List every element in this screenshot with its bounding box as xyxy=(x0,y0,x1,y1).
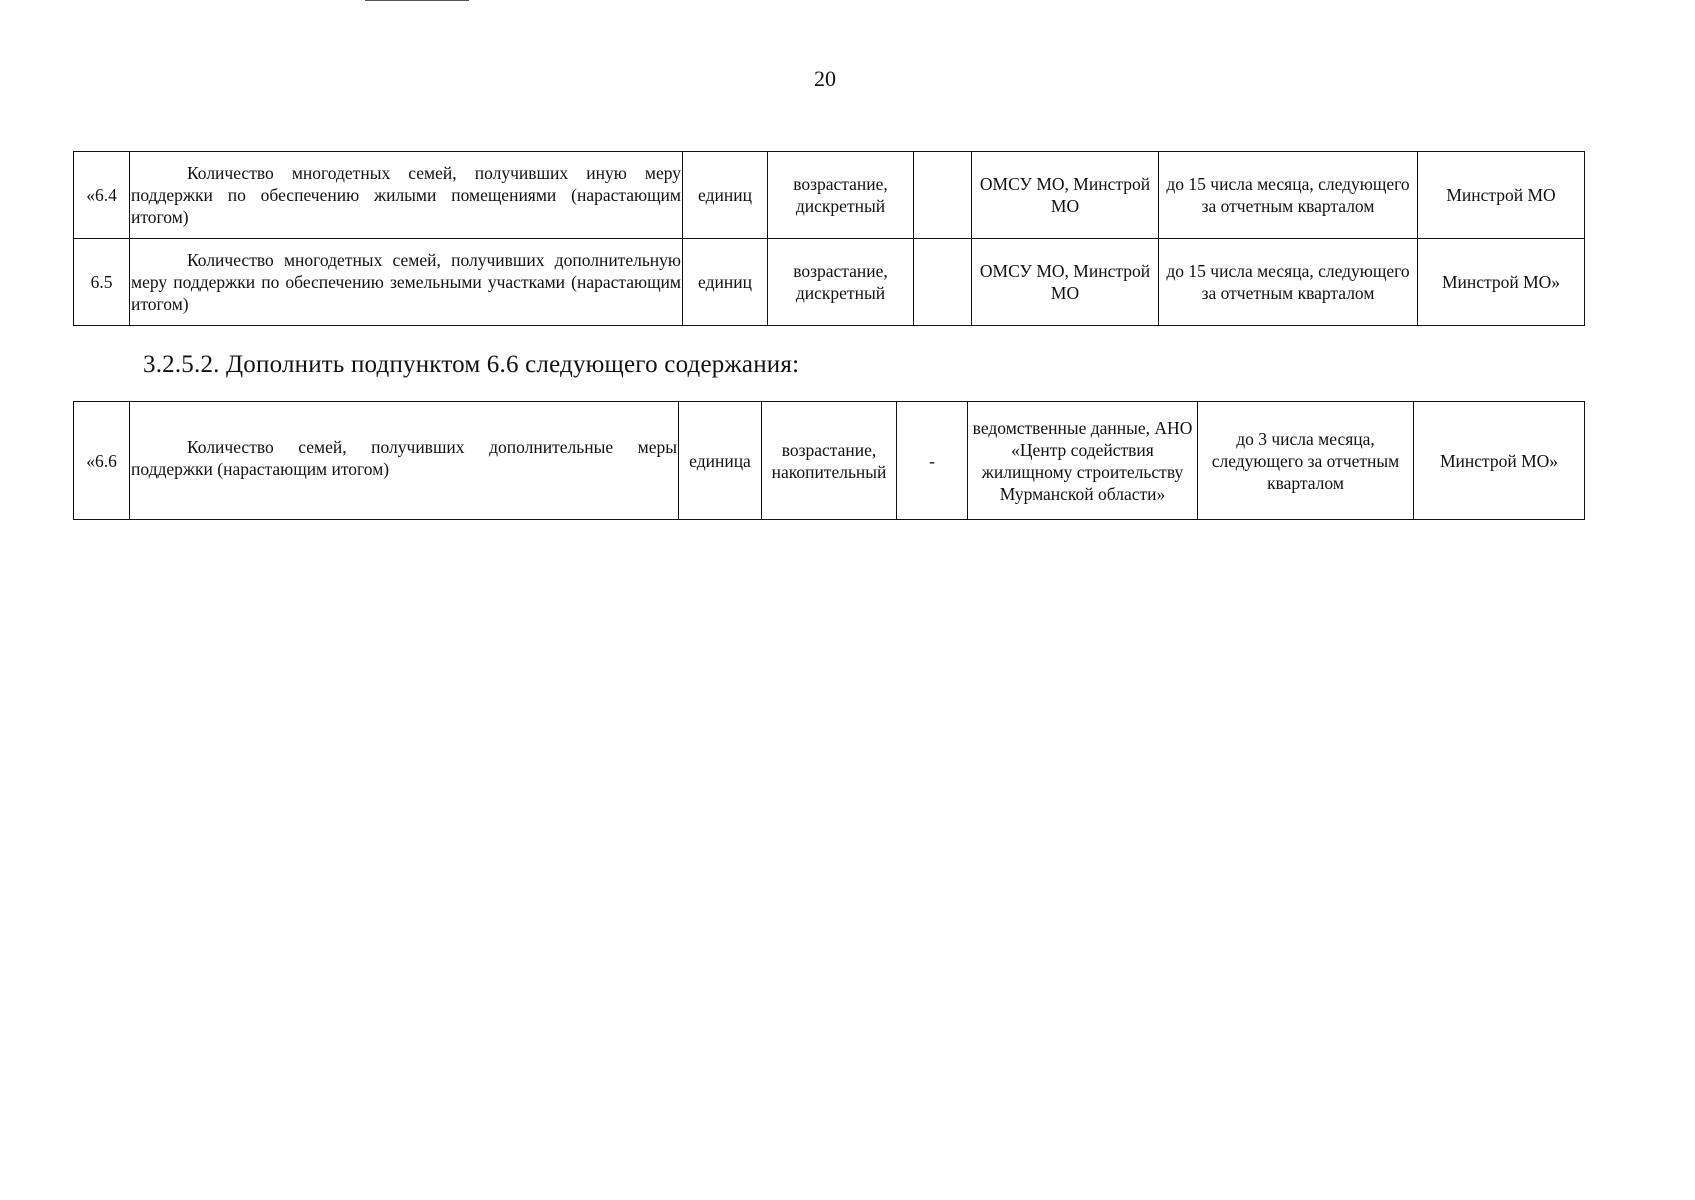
empty-cell xyxy=(914,239,972,326)
table-row xyxy=(74,239,1585,326)
row-number: 6.5 xyxy=(74,239,130,326)
responsible-cell: Минстрой МО xyxy=(1418,152,1585,239)
type-cell: возрастание, дискретный xyxy=(768,239,914,326)
type-cell: возрастание, накопительный xyxy=(762,402,897,520)
indicator-description-text: Количество многодетных семей, получивших дополнительную меру поддержки по обеспечению земельными участками (нарастающим итогом) xyxy=(131,250,681,314)
dash-cell: - xyxy=(897,402,968,520)
table-row xyxy=(74,152,1585,239)
section-heading: 3.2.5.2. Дополнить подпунктом 6.6 следующего содержания: xyxy=(143,351,800,378)
deadline-cell: до 15 числа месяца, следующего за отчетным кварталом xyxy=(1159,152,1418,239)
source-cell: ведомственные данные, АНО «Центр содействия жилищному строительству Мурманской области» xyxy=(968,402,1198,520)
unit-cell: единиц xyxy=(683,152,768,239)
indicator-description xyxy=(130,152,683,239)
row-number: «6.6 xyxy=(74,402,130,520)
indicator-description-text: Количество семей, получивших дополнительные меры поддержки (нарастающим итогом) xyxy=(131,437,677,479)
top-rule xyxy=(365,0,469,1)
source-cell: ОМСУ МО, Минстрой МО xyxy=(972,239,1159,326)
source-cell: ОМСУ МО, Минстрой МО xyxy=(972,152,1159,239)
unit-cell: единиц xyxy=(683,239,768,326)
additional-indicator-table xyxy=(73,401,1585,520)
deadline-cell: до 15 числа месяца, следующего за отчетным кварталом xyxy=(1159,239,1418,326)
page-number: 20 xyxy=(814,66,836,91)
indicator-description xyxy=(130,239,683,326)
deadline-cell: до 3 числа месяца, следующего за отчетным кварталом xyxy=(1198,402,1414,520)
indicators-table xyxy=(73,151,1585,326)
empty-cell xyxy=(914,152,972,239)
indicator-description-text: Количество многодетных семей, получивших иную меру поддержки по обеспечению жилыми помещениями (нарастающим итогом) xyxy=(131,163,681,227)
responsible-cell: Минстрой МО» xyxy=(1418,239,1585,326)
type-cell: возрастание, дискретный xyxy=(768,152,914,239)
row-number: «6.4 xyxy=(74,152,130,239)
indicator-description xyxy=(130,402,679,520)
unit-cell: единица xyxy=(679,402,762,520)
responsible-cell: Минстрой МО» xyxy=(1414,402,1585,520)
table-row xyxy=(74,402,1585,520)
